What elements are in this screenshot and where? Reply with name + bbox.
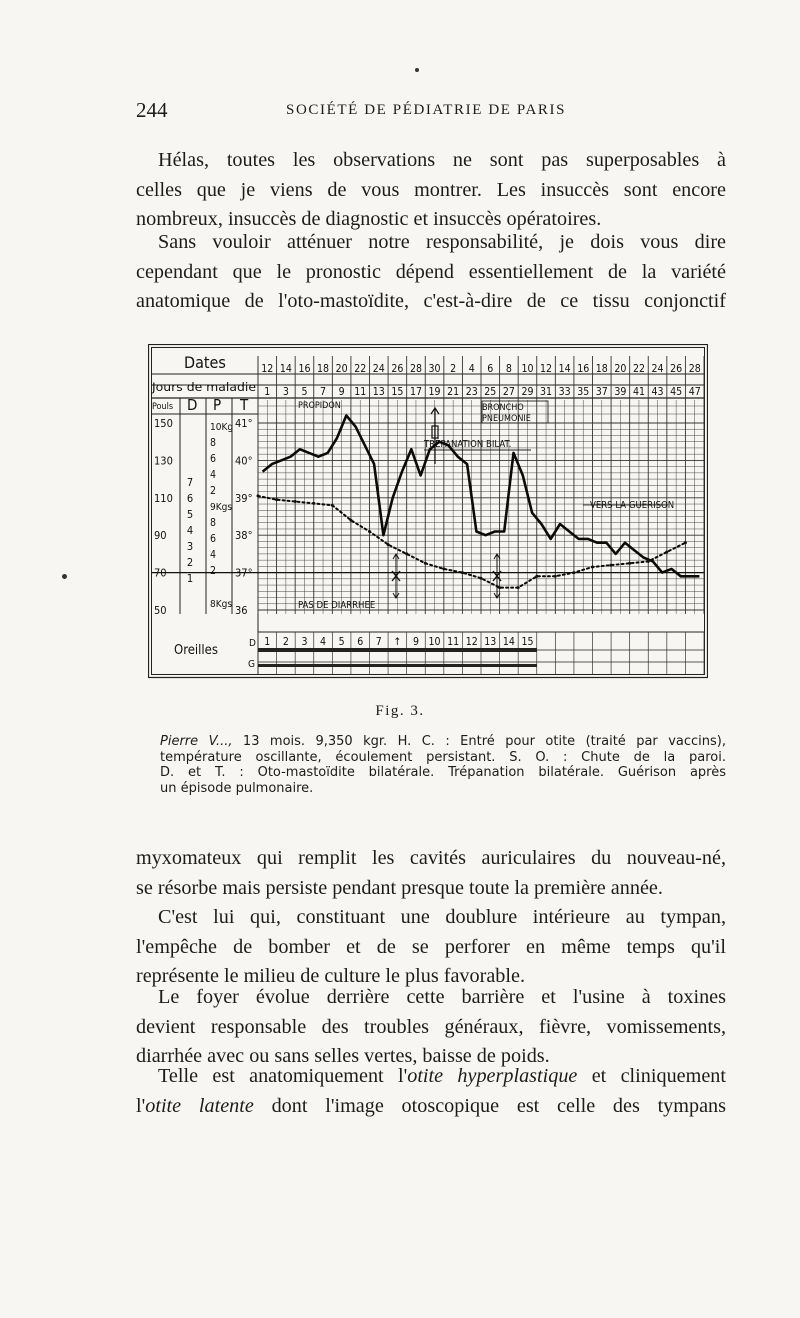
ear-day-number: 15	[521, 636, 534, 648]
day-tick: 5	[301, 386, 308, 398]
weight-tick: 2	[210, 565, 217, 577]
ear-day-number: 11	[447, 636, 460, 648]
text-line: Le foyer évolue derrière cette barrière et l'usine à toxines	[158, 986, 726, 1008]
weight-tick: 6	[210, 533, 217, 545]
pulse-point	[554, 575, 557, 578]
page-number: 244	[136, 98, 168, 122]
date-tick: 24	[372, 363, 385, 375]
days-label: Jours de maladie	[150, 380, 256, 394]
pulse-tick: 70	[154, 566, 167, 580]
date-tick: 20	[614, 363, 627, 375]
print-speck	[415, 68, 419, 72]
ear-g-label: G	[248, 659, 255, 670]
paragraph-6	[136, 1062, 726, 1121]
pulse-point	[257, 494, 260, 497]
pulse-point	[498, 586, 501, 589]
scale-labels	[154, 417, 253, 617]
date-tick: 10	[521, 363, 534, 375]
day-tick: 19	[428, 386, 441, 398]
ear-day-number: ↑	[393, 636, 402, 648]
patient-name: Pierre V...,	[160, 734, 233, 749]
pulse-tick: 150	[154, 417, 173, 430]
pulse-point	[294, 500, 297, 503]
ear-day-number: 14	[502, 636, 515, 648]
p-column-label: P	[213, 396, 222, 414]
weight-tick: 8	[210, 517, 217, 529]
temperature-tick: 40°	[235, 454, 253, 468]
vers-la-guerison-note: VERS LA GUERISON	[590, 500, 675, 511]
pulse-point	[424, 562, 427, 565]
d-tick: 5	[186, 508, 194, 521]
temperature-tick: 41°	[235, 417, 253, 430]
weight-tick: 10Kg	[210, 422, 234, 433]
day-tick: 39	[614, 386, 627, 398]
day-tick: 7	[320, 386, 327, 398]
date-tick: 26	[670, 363, 683, 375]
day-tick: 45	[670, 386, 683, 398]
pulse-point	[591, 566, 594, 569]
pulse-tick: 110	[154, 491, 173, 505]
temperature-tick: 39°	[235, 491, 253, 505]
broncho-note: BRONCHO	[482, 403, 524, 413]
paragraph-4	[136, 903, 726, 992]
ear-day-number: 2	[282, 636, 289, 648]
pulse-point	[610, 564, 613, 567]
pulse-point	[665, 551, 668, 554]
pulse-tick: 50	[154, 604, 167, 617]
ear-day-number: 10	[428, 636, 441, 648]
date-tick: 22	[632, 363, 645, 375]
margin-speck	[62, 574, 67, 579]
day-labels	[264, 386, 700, 398]
date-tick: 28	[409, 363, 422, 375]
date-tick: 18	[317, 363, 330, 375]
pouls-label: Pouls	[152, 402, 174, 412]
text-line: celles que je viens de vous montrer. Les insuccès sont encore	[136, 178, 726, 201]
text-line: myxomateux qui remplit les cavités auriculaires du nouveau-né,	[136, 847, 726, 869]
discharge-bar-right	[258, 648, 537, 652]
date-tick: 14	[558, 363, 571, 375]
pulse-point	[535, 575, 538, 578]
text-line: Telle est anatomiquement l'otite hyperplastique et cliniquement	[158, 1065, 726, 1087]
d-tick: 6	[186, 492, 194, 505]
pulse-point	[442, 567, 445, 570]
text-line: Sans vouloir atténuer notre responsabilité, je dois vous dire	[158, 231, 726, 253]
caption-line: Pierre V..., 13 mois. 9,350 kgr. H. C. : Entré pour otite (traité par vaccins),	[160, 734, 726, 749]
t-column-label: T	[240, 396, 249, 414]
day-tick: 33	[558, 386, 571, 398]
chart-annotations	[298, 401, 674, 611]
date-tick: 26	[391, 363, 404, 375]
pulse-point	[647, 560, 650, 563]
pulse-point	[461, 571, 464, 574]
term-otite-hyperplastique: otite hyperplastique	[407, 1065, 578, 1087]
pulse-point	[349, 519, 352, 522]
pulse-point	[312, 502, 315, 505]
date-tick: 12	[540, 363, 553, 375]
paragraph-1	[136, 146, 726, 235]
day-tick: 21	[447, 386, 460, 398]
paragraph-5	[136, 983, 726, 1072]
day-tick: 15	[391, 386, 404, 398]
caption-line: température oscillante, écoulement persistant. S. O. : Chute de la paroi.	[160, 749, 726, 765]
ear-day-number: 9	[412, 636, 419, 648]
term-otite-latente: otite latente	[145, 1094, 254, 1117]
weight-tick: 9Kgs	[210, 502, 233, 513]
day-tick: 13	[372, 386, 385, 398]
trepanation-note: TRÉPANATION BILAT.	[424, 439, 512, 450]
pulse-tick: 90	[154, 529, 167, 543]
pulse-tick: 130	[154, 454, 173, 468]
text-line: diarrhée avec ou sans selles vertes, baisse de poids.	[136, 1045, 550, 1067]
day-tick: 35	[577, 386, 590, 398]
oreilles-label: Oreilles	[174, 643, 218, 658]
text-line: devient responsable des troubles généraux, fièvre, vomissements,	[136, 1015, 726, 1038]
day-tick: 1	[264, 386, 271, 398]
text-line: représente le milieu de culture le plus favorable.	[136, 965, 526, 987]
pulse-point	[572, 571, 575, 574]
temperature-tick: 36	[235, 604, 248, 617]
text-line: l'empêche de bomber et de se perforer en même temps qu'il	[136, 935, 726, 958]
day-tick: 31	[540, 386, 553, 398]
weight-tick: 4	[210, 469, 217, 481]
d-tick: 1	[186, 572, 194, 585]
chart-grid	[152, 356, 705, 674]
date-tick: 6	[487, 363, 494, 375]
date-tick: 14	[279, 363, 292, 375]
pas-de-diarrhee-note: PAS DE DIARRHEE	[298, 600, 376, 611]
temperature-chart	[148, 344, 708, 680]
running-head: SOCIÉTÉ DE PÉDIATRIE DE PARIS	[286, 102, 567, 118]
d-tick: 3	[186, 540, 194, 553]
pulse-point	[684, 541, 687, 544]
propidon-note: PROPIDON	[298, 401, 341, 411]
day-tick: 11	[354, 386, 367, 398]
date-tick: 12	[261, 363, 274, 375]
weight-tick: 4	[210, 549, 217, 561]
date-tick: 22	[354, 363, 367, 375]
paragraph-3	[136, 844, 726, 903]
day-tick: 17	[409, 386, 422, 398]
figure-caption	[160, 734, 726, 796]
ear-day-number: 1	[264, 636, 271, 648]
pulse-point	[387, 543, 390, 546]
figure-label: Fig. 3.	[375, 703, 425, 719]
date-tick: 30	[428, 363, 441, 375]
ear-day-number: 5	[338, 636, 345, 648]
day-tick: 25	[484, 386, 497, 398]
ear-day-number: 13	[484, 636, 497, 648]
dates-label: Dates	[184, 353, 226, 372]
d-tick: 4	[186, 524, 194, 537]
pneumonie-note: PNEUMONIE	[482, 414, 531, 424]
day-tick: 41	[632, 386, 645, 398]
date-tick: 16	[577, 363, 590, 375]
text-line: C'est lui qui, constituant une doublure intérieure au tympan,	[158, 906, 726, 928]
d-tick: 2	[186, 556, 194, 569]
discharge-bar-left	[258, 664, 537, 667]
d-tick: 7	[186, 476, 194, 489]
pulse-point	[331, 504, 334, 507]
caption-line: un épisode pulmonaire.	[160, 780, 314, 796]
day-tick: 9	[338, 386, 345, 398]
weight-tick: 8Kgs	[210, 599, 233, 610]
date-tick: 20	[335, 363, 348, 375]
ear-day-number: 7	[375, 636, 382, 648]
caption-line: D. et T. : Oto-mastoïdite bilatérale. Trépanation bilatérale. Guérison après	[160, 765, 726, 780]
day-tick: 27	[502, 386, 515, 398]
ear-discharge-row	[258, 632, 704, 674]
weight-tick: 2	[210, 485, 217, 497]
date-tick: 16	[298, 363, 311, 375]
pulse-point	[480, 577, 483, 580]
date-tick: 28	[688, 363, 701, 375]
text-line: cependant que le pronostic dépend essentiellement de la variété	[136, 260, 726, 283]
ear-d-label: D	[249, 638, 256, 649]
day-tick: 23	[465, 386, 478, 398]
date-tick: 18	[595, 363, 608, 375]
temperature-tick: 38°	[235, 529, 253, 543]
day-tick: 3	[282, 386, 289, 398]
text-line: nombreux, insuccès de diagnostic et insuccès opératoires.	[136, 208, 602, 230]
text-line: anatomique de l'oto-mastoïdite, c'est-à-dire de ce tissu conjonctif	[136, 290, 726, 312]
day-tick: 43	[651, 386, 664, 398]
d-column-label: D	[187, 396, 198, 414]
temperature-tick: 37°	[235, 566, 253, 580]
weight-tick: 6	[210, 453, 217, 465]
text-line: l'otite latente dont l'image otoscopique est celle des tympans	[136, 1094, 726, 1117]
pulse-point	[405, 552, 408, 555]
ear-day-number: 12	[465, 636, 478, 648]
ear-day-number: 3	[301, 636, 308, 648]
text-line: se résorbe mais persiste pendant presque toute la première année.	[136, 876, 663, 899]
date-tick: 24	[651, 363, 664, 375]
pulse-point	[628, 562, 631, 565]
day-tick: 37	[595, 386, 608, 398]
date-tick: 2	[450, 363, 457, 375]
page-header	[136, 98, 726, 126]
date-tick: 8	[505, 363, 512, 375]
text-line: Hélas, toutes les observations ne sont pas superposables à	[158, 149, 726, 171]
day-tick: 47	[688, 386, 701, 398]
ear-day-number: 4	[320, 636, 327, 648]
day-tick: 29	[521, 386, 534, 398]
pulse-point	[517, 586, 520, 589]
weight-tick: 8	[210, 437, 217, 449]
date-tick: 4	[468, 363, 475, 375]
paragraph-2	[136, 228, 726, 317]
ear-day-number: 6	[357, 636, 364, 648]
pulse-point	[275, 498, 278, 501]
pulse-point	[368, 530, 371, 533]
